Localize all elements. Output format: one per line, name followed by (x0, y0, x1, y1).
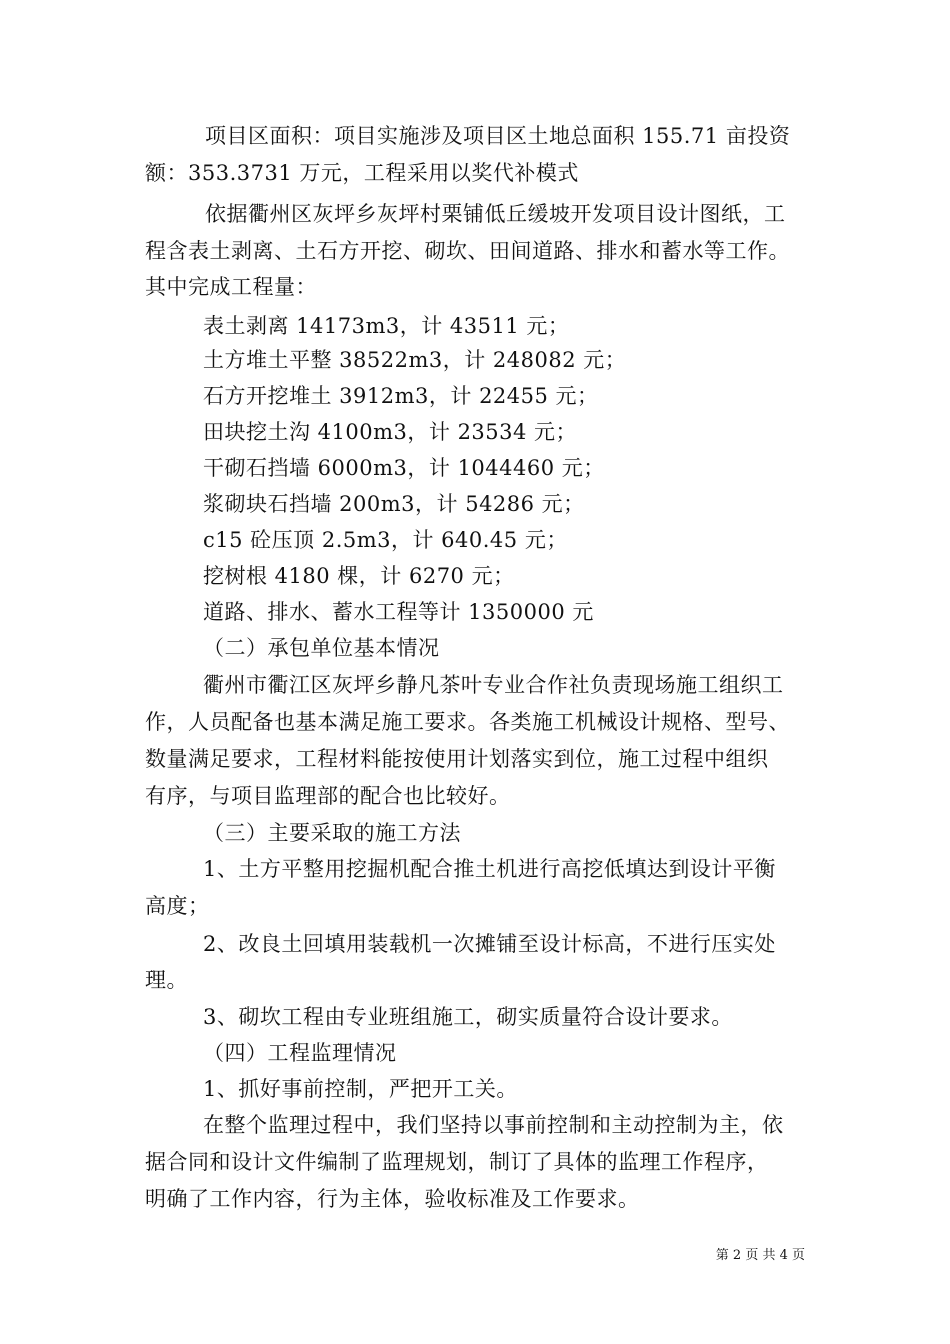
paragraph-line: 明确了工作内容，行为主体，验收标准及工作要求。 (145, 1187, 640, 1211)
list-item: 表土剥离 14173m3，计 43511 元； (203, 314, 570, 338)
list-item: 道路、排水、蓄水工程等计 1350000 元 (203, 600, 594, 624)
list-item: 浆砌块石挡墙 200m3，计 54286 元； (203, 492, 585, 516)
paragraph-line: 依据衢州区灰坪乡灰坪村栗铺低丘缓坡开发项目设计图纸，工 (205, 202, 786, 226)
list-item: 挖树根 4180 棵，计 6270 元； (203, 564, 515, 588)
section-heading: （二）承包单位基本情况 (203, 636, 440, 660)
paragraph-line: 额：353.3731 万元，工程采用以奖代补模式 (145, 161, 579, 185)
list-item: 土方堆土平整 38522m3，计 248082 元； (203, 348, 627, 372)
list-item: 干砌石挡墙 6000m3，计 1044460 元； (203, 456, 605, 480)
section-heading: （三）主要采取的施工方法 (203, 821, 461, 845)
list-item: c15 砼压顶 2.5m3，计 640.45 元； (203, 528, 568, 552)
paragraph-line: 有序，与项目监理部的配合也比较好。 (145, 784, 511, 808)
list-item: 石方开挖堆土 3912m3，计 22455 元； (203, 384, 599, 408)
paragraph-line: 衢州市衢江区灰坪乡静凡茶叶专业合作社负责现场施工组织工 (203, 673, 784, 697)
paragraph-line: 3、砌坎工程由专业班组施工，砌实质量符合设计要求。 (203, 1005, 733, 1029)
paragraph-line: 项目区面积：项目实施涉及项目区土地总面积 155.71 亩投资 (205, 124, 791, 148)
paragraph-line: 1、抓好事前控制，严把开工关。 (203, 1077, 518, 1101)
paragraph-line: 数量满足要求，工程材料能按使用计划落实到位，施工过程中组织 (145, 747, 769, 771)
paragraph-line: 程含表土剥离、土石方开挖、砌坎、田间道路、排水和蓄水等工作。 (145, 239, 790, 263)
paragraph-line: 作，人员配备也基本满足施工要求。各类施工机械设计规格、型号、 (145, 710, 790, 734)
paragraph-line: 据合同和设计文件编制了监理规划，制订了具体的监理工作程序， (145, 1150, 769, 1174)
paragraph-line: 在整个监理过程中，我们坚持以事前控制和主动控制为主，依 (203, 1113, 784, 1137)
page-number-footer: 第 2 页 共 4 页 (715, 1248, 805, 1263)
list-item: 田块挖土沟 4100m3，计 23534 元； (203, 420, 578, 444)
paragraph-line: 理。 (145, 968, 188, 992)
section-heading: （四）工程监理情况 (203, 1041, 397, 1065)
paragraph-line: 2、改良土回填用装载机一次摊铺至设计标高，不进行压实处 (203, 932, 776, 956)
paragraph-line: 其中完成工程量： (145, 275, 317, 299)
paragraph-line: 1、土方平整用挖掘机配合推土机进行高挖低填达到设计平衡 (203, 857, 776, 881)
paragraph-line: 高度； (145, 894, 210, 918)
